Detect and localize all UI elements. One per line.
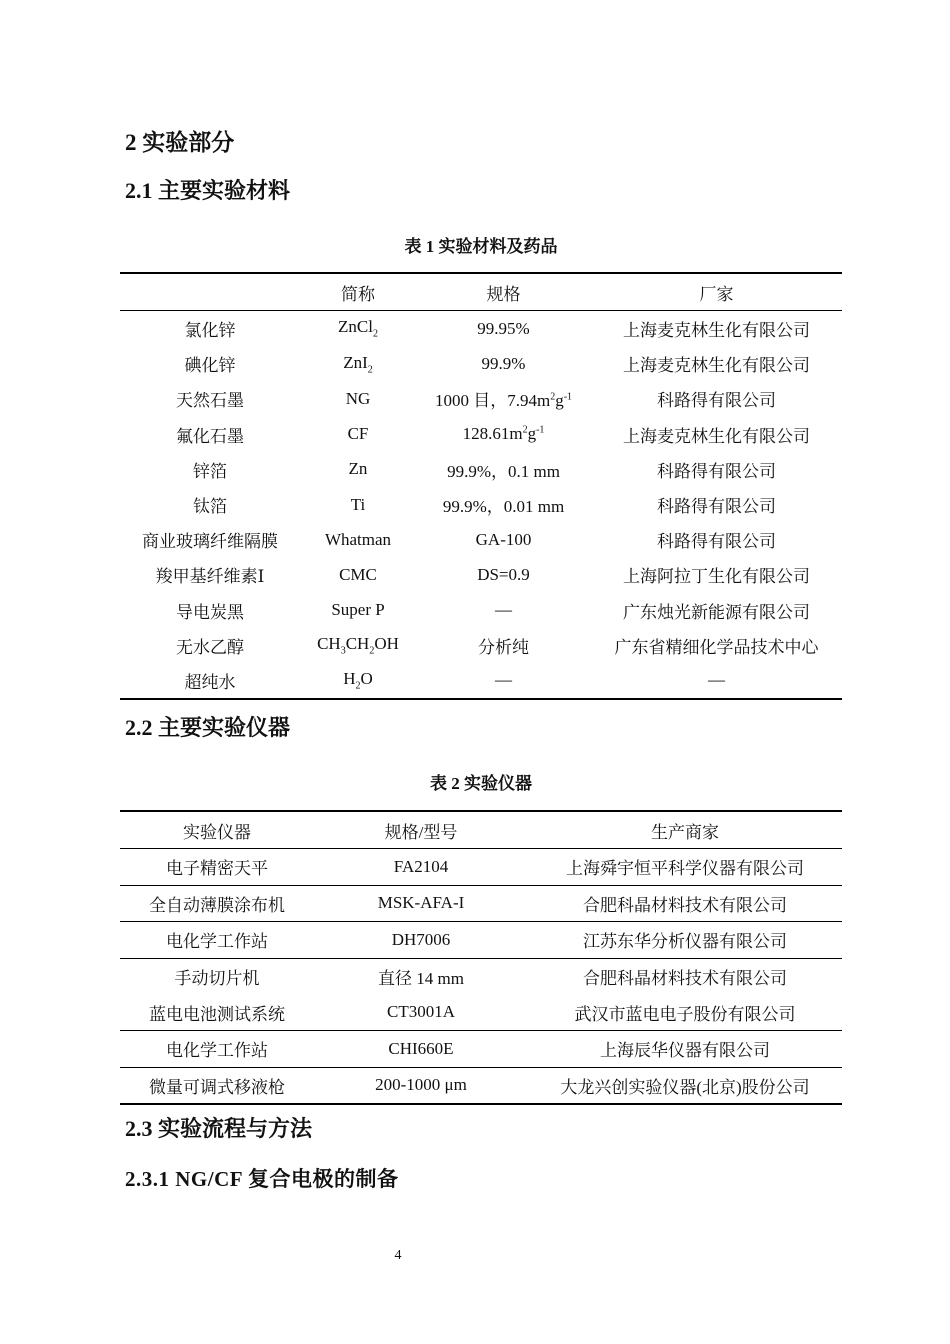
abbreviation-cell: CF [347,424,369,444]
manufacturer-cell: 江苏东华分析仪器有限公司 [528,922,842,959]
manufacturer-cell: 上海阿拉丁生化有限公司 [623,567,810,587]
manufacturer-cell: 武汉市蓝电电子股份有限公司 [528,994,842,1030]
header-cell: 厂家 [591,273,842,311]
manufacturer-cell: 合肥科晶材料技术有限公司 [583,969,787,989]
specification-cell: DS=0.9 [477,564,530,584]
manufacturer-cell: 科路得有限公司 [657,497,776,517]
table-header-row [120,273,842,311]
table-row [120,522,842,557]
specification-cell: 99.9%，0.1 mm [447,461,560,481]
material-name-cell: 导电炭黑 [176,602,244,622]
manufacturer-cell: — [708,670,725,690]
instruments-table [120,810,842,1105]
manufacturer-cell: 上海麦克林生化有限公司 [623,426,810,446]
table-row [120,885,842,922]
abbreviation-cell: Ti [350,494,366,514]
header-cell: 简称 [300,273,416,311]
specification-cell: GA-100 [475,529,532,549]
manufacturer-cell: 上海舜宇恒平科学仪器有限公司 [528,849,842,886]
material-name-cell: 氯化锌 [184,321,236,341]
section-heading: 2 实验部分 [125,130,235,155]
model-cell: CT3001A [314,994,528,1030]
instrument-name-cell: 手动切片机 [174,969,260,989]
manufacturer-cell: 科路得有限公司 [657,461,776,481]
header-cell: 规格 [416,273,591,311]
subsection-heading-procedure: 2.3 实验流程与方法 [125,1116,313,1141]
abbreviation-cell: CMC [339,564,377,584]
model-cell: FA2104 [314,849,528,886]
table-row [120,452,842,487]
specification-cell: 分析纯 [478,637,529,657]
specification-cell: — [495,670,512,690]
specification-cell: 99.9%，0.01 mm [442,497,565,517]
table-row [120,958,842,994]
table-row [120,1067,842,1104]
material-name-cell: 钛箔 [193,497,227,517]
model-cell: 200-1000 μm [375,1075,467,1095]
abbreviation-cell: Whatman [324,529,392,549]
material-name-cell: 锌箔 [193,461,227,481]
specification-cell: — [495,600,512,620]
manufacturer-cell: 合肥科晶材料技术有限公司 [528,885,842,922]
manufacturer-cell: 上海辰华仪器有限公司 [528,1030,842,1067]
material-name-cell: 羧甲基纤维素Ⅰ [155,567,265,587]
table-row [120,417,842,452]
table-row [120,381,842,416]
subsubsection-heading-electrode: 2.3.1 NG/CF 复合电极的制备 [125,1167,399,1191]
abbreviation-cell: NG [345,388,371,408]
table-row [120,849,842,886]
subsection-heading-instruments: 2.2 主要实验仪器 [125,715,291,740]
abbreviation-cell: $CH_3CH_2OH$ [317,634,399,657]
header-cell: 生产商家 [528,811,842,849]
header-cell [120,273,300,311]
table1-caption: 表 1 实验材料及药品 [404,237,558,256]
table2-caption: 表 2 实验仪器 [430,774,532,793]
instrument-name-cell: 全自动薄膜涂布机 [120,885,314,922]
page-number: 4 [394,1248,402,1263]
table-row [120,922,842,959]
instrument-name-cell: 微量可调式移液枪 [149,1077,285,1097]
subsection-heading-materials: 2.1 主要实验材料 [125,178,291,203]
specification-cell: 1000 目，$7.94m^2g^{-1}$ [434,391,573,411]
table-row [120,994,842,1030]
table-row [120,311,842,347]
manufacturer-cell: 广东烛光新能源有限公司 [623,602,810,622]
material-name-cell: 无水乙醇 [176,637,244,657]
instrument-name-cell: 电化学工作站 [120,1030,314,1067]
instrument-name-cell: 电子精密天平 [120,849,314,886]
specification-cell: $128.61m^2g^{-1}$ [462,424,545,444]
abbreviation-cell: $H_2O$ [343,669,373,692]
specification-cell: 99.9% [481,353,526,373]
table-row [120,593,842,628]
model-cell: MSK-AFA-I [314,885,528,922]
table-row [120,557,842,592]
manufacturer-cell: 上海麦克林生化有限公司 [623,321,810,341]
table-row [120,628,842,663]
manufacturer-cell: 上海麦克林生化有限公司 [623,356,810,376]
header-cell: 实验仪器 [120,811,314,849]
material-name-cell: 天然石墨 [176,391,244,411]
table-row [120,1030,842,1067]
header-cell: 规格/型号 [314,811,528,849]
materials-table [120,272,842,700]
table-header-row [120,811,842,849]
manufacturer-cell: 科路得有限公司 [657,532,776,552]
material-name-cell: 商业玻璃纤维隔膜 [142,532,278,552]
abbreviation-cell: ZnI$_2$ [343,352,373,375]
specification-cell: 99.95% [477,318,530,338]
model-cell: 直径 14 mm [378,969,464,989]
abbreviation-cell: ZnCl$_2$ [338,317,378,340]
manufacturer-cell: 广东省精细化学品技术中心 [614,637,819,657]
material-name-cell: 氟化石墨 [176,426,244,446]
manufacturer-cell: 大龙兴创实验仪器(北京)股份公司 [560,1077,810,1097]
material-name-cell: 碘化锌 [184,356,236,376]
table-row [120,663,842,699]
instrument-name-cell: 蓝电电池测试系统 [120,994,314,1030]
abbreviation-cell: Super P [331,600,385,620]
table-row [120,346,842,381]
model-cell: DH7006 [314,922,528,959]
instrument-name-cell: 电化学工作站 [120,922,314,959]
abbreviation-cell: Zn [348,459,368,479]
model-cell: CHI660E [314,1030,528,1067]
manufacturer-cell: 科路得有限公司 [657,391,776,411]
table-row [120,487,842,522]
material-name-cell: 超纯水 [184,672,236,692]
